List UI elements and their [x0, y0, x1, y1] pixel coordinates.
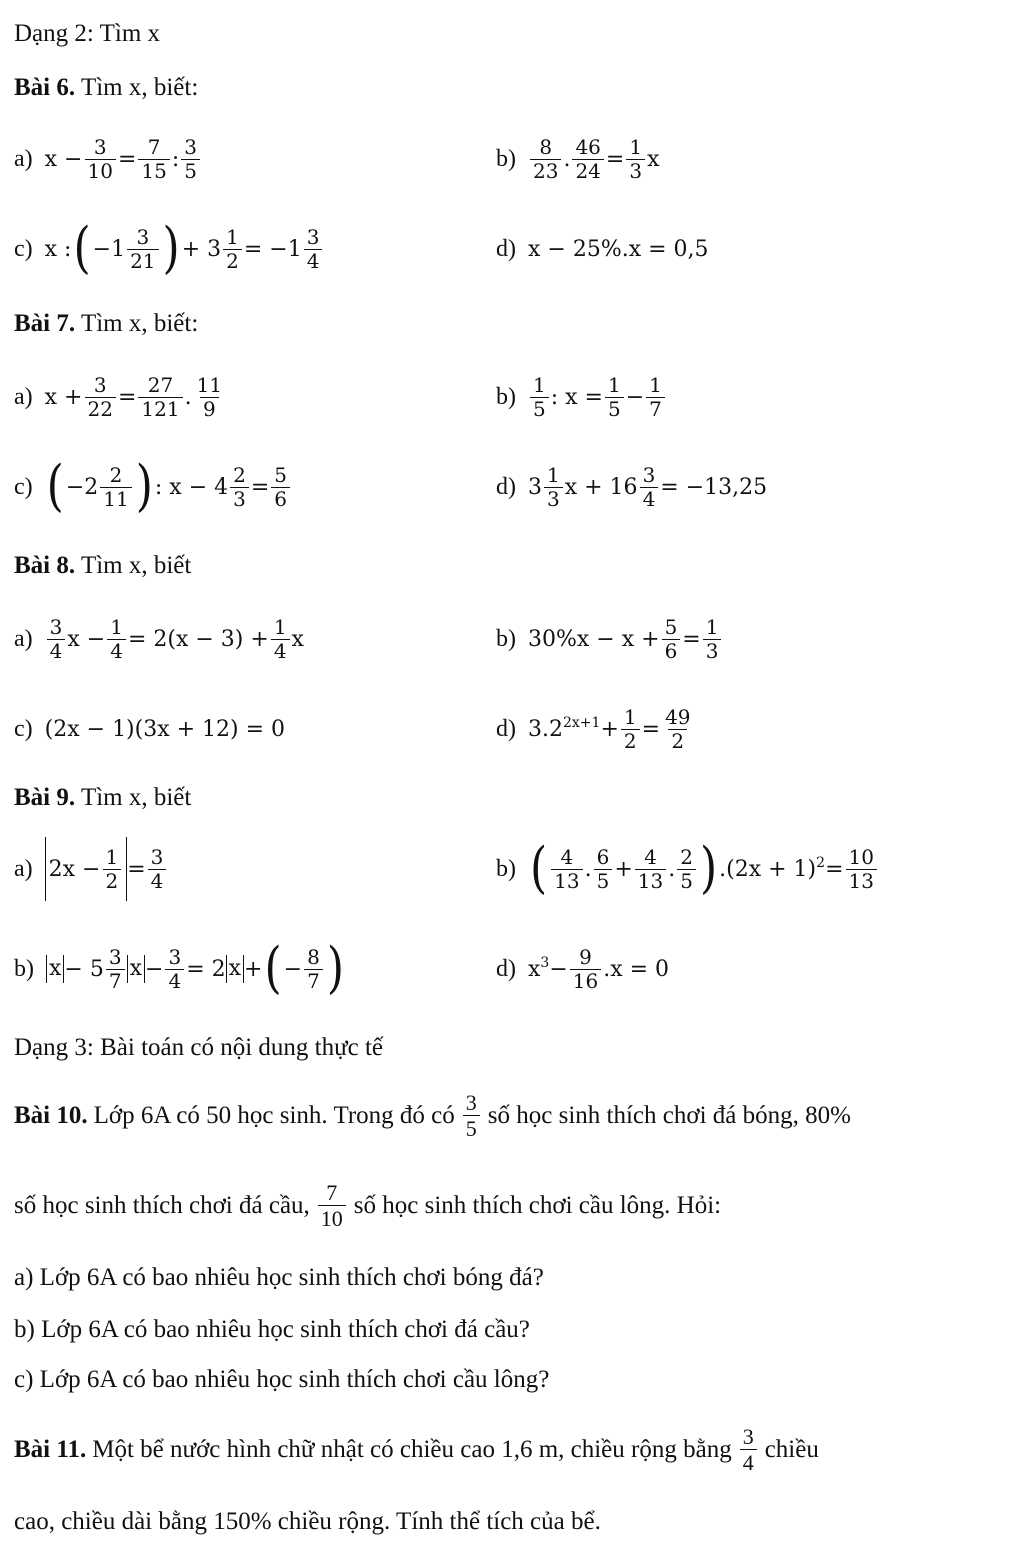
bai7-intro: Tìm x, biết: — [80, 310, 199, 337]
bai11-frac-3-4: $\frac{3}{4}$ — [740, 1424, 757, 1476]
bai6-a — [14, 124, 202, 194]
bai10-line2 — [14, 1180, 721, 1232]
bai9-a-label: a) — [14, 855, 33, 882]
bai10-question-c: c) Lớp 6A có bao nhiêu học sinh thích chơi cầu lông? — [14, 1366, 550, 1393]
bai6-row2 — [14, 214, 1014, 284]
bai6-a-expr: x − $\frac{3}{10}$ = $\frac{7}{15}$ : $\frac{3}{5}$ — [45, 136, 202, 183]
bai8-intro: Tìm x, biết — [80, 552, 192, 579]
bai8-row2 — [14, 694, 1014, 764]
bai8-c — [14, 694, 285, 764]
bai8-d-expr: 3.2 $^{2x+1}$ + $\frac{1}{2}$ = $\frac{49}{2}$ — [528, 704, 691, 753]
bai6-row1 — [14, 124, 1014, 194]
bai9-row2 — [14, 934, 1014, 1004]
bai8-d-label: d) — [496, 715, 516, 742]
bai10-line1-post: số học sinh thích chơi đá bóng, 80% — [487, 1101, 851, 1129]
bai8-a-expr: $\frac{3}{4}$ x − $\frac{1}{4}$ = 2(x − 3) + $\frac{1}{4}$ x — [45, 616, 304, 663]
bai10-frac-3-5: $\frac{3}{5}$ — [463, 1090, 480, 1142]
bai8-a-label: a) — [14, 625, 33, 652]
bai10-title: Bài 10. — [14, 1101, 88, 1129]
bai9-b — [496, 834, 879, 904]
bai10-question-b: b) Lớp 6A có bao nhiêu học sinh thích chơi đá cầu? — [14, 1316, 530, 1343]
bai9-d — [496, 934, 669, 1004]
bai9-a-expr: 2x − $\frac{1}{2}$ = $\frac{3}{4}$ — [45, 837, 169, 901]
bai6-d — [496, 214, 709, 284]
bai11-line1 — [14, 1424, 819, 1476]
bai8-b-expr: 30%x − x + $\frac{5}{6}$ = $\frac{1}{3}$ — [528, 616, 723, 663]
bai11-title: Bài 11. — [14, 1435, 87, 1463]
bai10-line2-post: số học sinh thích chơi cầu lông. Hỏi: — [353, 1191, 722, 1219]
bai7-row2 — [14, 452, 1014, 522]
bai8-row1 — [14, 604, 1014, 674]
bai7-b-label: b) — [496, 383, 516, 410]
dang3-heading: Dạng 3: Bài toán có nội dung thực tế — [14, 1034, 384, 1061]
bai7-b — [496, 362, 667, 432]
bai6-b-expr: $\frac{8}{23}$ . $\frac{46}{24}$ = $\frac{1}{3}$ x — [528, 136, 660, 183]
bai11-line2: cao, chiều dài bằng 150% chiều rộng. Tính thể tích của bể. — [14, 1508, 601, 1535]
bai8-c-expr: (2x − 1)(3x + 12) = 0 — [44, 716, 286, 742]
bai6-c — [14, 214, 324, 284]
bai7-d-tail: = −13,25 — [660, 474, 768, 500]
bai9-d-expr: x $^3$ − $\frac{9}{16}$ .x = 0 — [528, 944, 670, 993]
bai9-b-label: b) — [496, 855, 516, 882]
dang2-heading: Dạng 2: Tìm x — [14, 20, 161, 47]
bai6-intro: Tìm x, biết: — [80, 74, 199, 101]
bai9-d-label: d) — [496, 955, 516, 982]
bai8-title-line — [14, 552, 191, 580]
bai7-b-expr: $\frac{1}{5}$ : x = $\frac{1}{5}$ − $\frac{1}{7}$ — [528, 374, 667, 421]
bai6-title-line — [14, 74, 198, 102]
bai9-c-expr: x − 5 $\frac{3}{7}$ x − $\frac{3}{4}$ = 2 x + ( − $\frac{8}{7}$ ) — [46, 946, 346, 993]
bai10-question-a: a) Lớp 6A có bao nhiêu học sinh thích chơi bóng đá? — [14, 1264, 544, 1291]
bai6-d-label: d) — [496, 235, 516, 262]
bai9-title-line — [14, 784, 191, 812]
bai9-title: Bài 9. — [14, 784, 76, 811]
bai7-d — [496, 452, 767, 522]
bai7-a-expr: x + $\frac{3}{22}$ = $\frac{27}{121}$ . $\frac{11}{9}$ — [44, 372, 223, 421]
bai7-title: Bài 7. — [14, 310, 76, 337]
bai10-line1 — [14, 1090, 851, 1142]
bai9-intro: Tìm x, biết — [80, 784, 192, 811]
bai9-a — [14, 834, 168, 904]
bai9-row1 — [14, 834, 1014, 904]
bai8-b-label: b) — [496, 625, 516, 652]
bai8-b — [496, 604, 723, 674]
bai6-c-expr: x : ( −1 $\frac{3}{21}$ ) + 3 $\frac{1}{2}$ = −1 $\frac{3}{4}$ — [45, 226, 325, 273]
bai10-line2-pre: số học sinh thích chơi đá cầu, — [14, 1191, 310, 1219]
bai7-d-expr: 3 $\frac{1}{3}$ x + 16 $\frac{3}{4}$ = −13,25 — [528, 462, 768, 511]
bai7-a-label: a) — [14, 383, 33, 410]
bai11-line1-pre: Một bể nước hình chữ nhật có chiều cao 1,6 m, chiều rộng bằng — [92, 1435, 732, 1463]
bai8-a — [14, 604, 304, 674]
bai6-title: Bài 6. — [14, 74, 76, 101]
bai7-c-label: c) — [14, 473, 33, 500]
bai9-b-expr: ( $\frac{4}{13}$ . $\frac{6}{5}$ + $\frac{4}{13}$ . $\frac{2}{5}$ ) .(2x + 1) $^2$ = $\frac{10}{13}$ — [528, 846, 879, 893]
bai7-a — [14, 362, 227, 432]
bai6-b-label: b) — [496, 145, 516, 172]
bai7-title-line — [14, 310, 198, 338]
bai6-a-label: a) — [14, 145, 33, 172]
bai7-c — [14, 452, 292, 522]
bai7-c-expr: ( −2 $\frac{2}{11}$ ) : x − 4 $\frac{2}{3}$ = $\frac{5}{6}$ — [45, 464, 292, 511]
bai9-c — [14, 934, 346, 1004]
bai8-c-label: c) — [14, 715, 33, 742]
bai10-line1-pre: Lớp 6A có 50 học sinh. Trong đó có — [93, 1101, 455, 1129]
bai9-c-label: b) — [14, 955, 34, 982]
bai6-b — [496, 124, 660, 194]
bai6-d-expr: x − 25%.x = 0,5 — [528, 236, 709, 262]
bai11-line1-post: chiều — [764, 1435, 819, 1463]
bai8-d — [496, 694, 696, 764]
bai6-c-label: c) — [14, 235, 33, 262]
bai10-frac-7-10: $\frac{7}{10}$ — [318, 1180, 346, 1232]
bai7-d-label: d) — [496, 473, 516, 500]
bai7-row1 — [14, 362, 1014, 432]
bai8-title: Bài 8. — [14, 552, 76, 579]
